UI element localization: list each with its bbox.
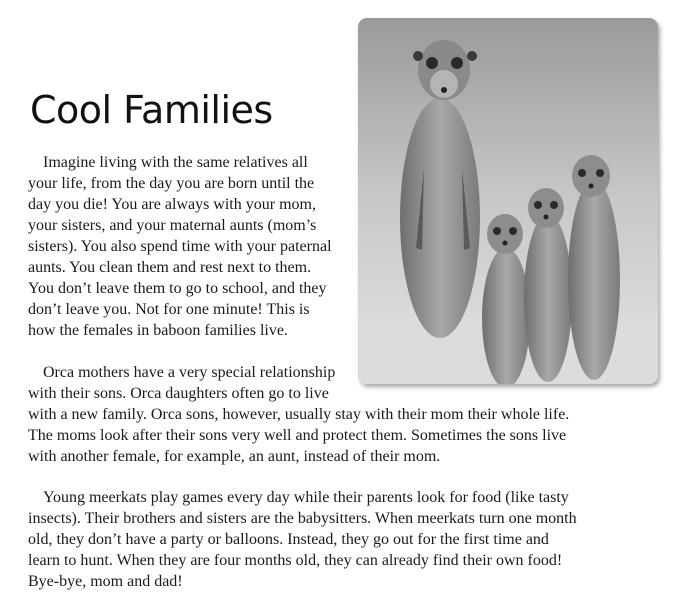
text-line: sisters). You also spend time with your paternal xyxy=(28,238,332,255)
text-line: learn to hunt. When they are four months old, they can already find their own food! xyxy=(28,552,563,569)
text-line: The moms look after their sons very well and protect them. Sometimes the sons live xyxy=(28,427,567,444)
paragraph-orcas xyxy=(28,362,628,467)
text-line: insects). Their brothers and sisters are the babysitters. When meerkats turn one month xyxy=(28,510,577,527)
paragraph-baboons xyxy=(28,152,358,341)
text-line: don’t leave you. Not for one minute! This is xyxy=(28,301,310,318)
text-line: Young meerkats play games every day while their parents look for food (like tasty xyxy=(43,489,569,506)
text-line: with another female, for example, an aunt, instead of their mom. xyxy=(28,448,441,465)
text-line: with their sons. Orca daughters often go to live xyxy=(28,385,329,402)
page-title: Cool Families xyxy=(30,88,273,132)
text-line: how the females in baboon families live. xyxy=(28,322,288,339)
paragraph-meerkats xyxy=(28,487,668,592)
text-line: Bye-bye, mom and dad! xyxy=(28,573,183,590)
text-line: aunts. You clean them and rest next to them. xyxy=(28,259,312,276)
text-line: day you die! You are always with your mom, xyxy=(28,196,316,213)
text-line: your sisters, and your maternal aunts (mom’s xyxy=(28,217,317,234)
text-line: with a new family. Orca sons, however, usually stay with their mom their whole life. xyxy=(28,406,570,423)
text-line: your life, from the day you are born until the xyxy=(28,175,315,192)
text-line: Imagine living with the same relatives all xyxy=(43,154,308,171)
meerkat-family-photo xyxy=(358,18,658,384)
text-line: old, they don’t have a party or balloons. Instead, they go out for the first time and xyxy=(28,531,549,548)
text-line: You don’t leave them to go to school, and they xyxy=(28,280,327,297)
text-line: Orca mothers have a very special relationship xyxy=(43,364,336,381)
